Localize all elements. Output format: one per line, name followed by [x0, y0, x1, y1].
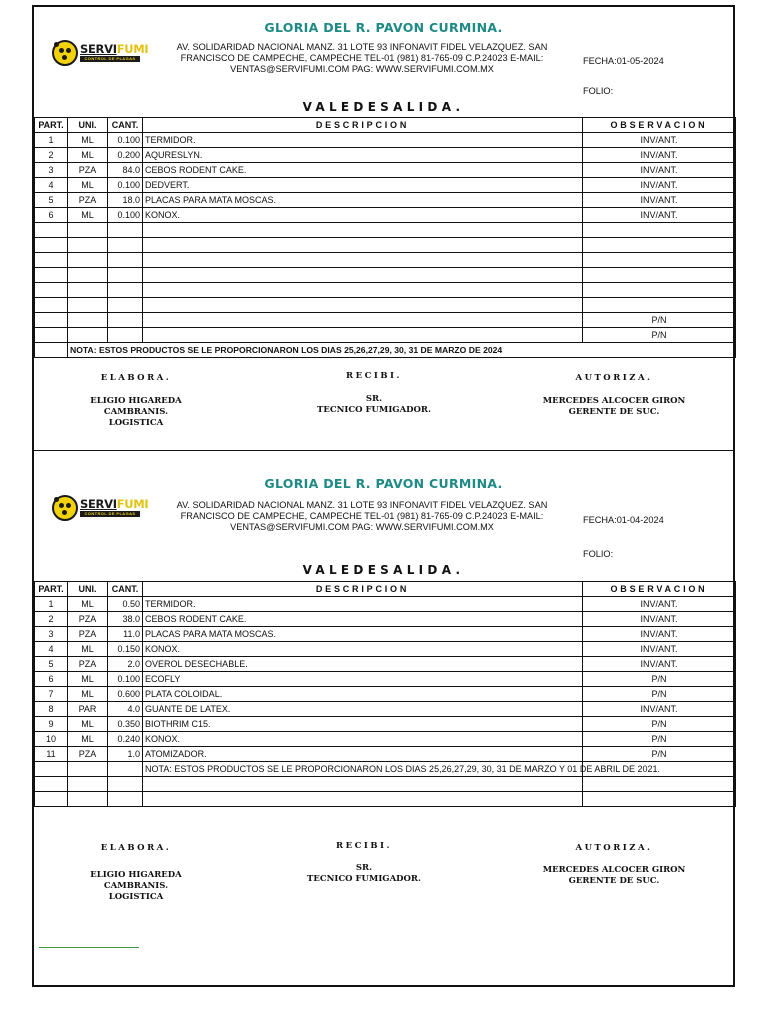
- nota-text: NOTA: ESTOS PRODUCTOS SE LE PROPORCIONARON LOS DIAS 25,26,27,29, 30, 31 DE MARZO Y 01 DE ABRIL DE 2021.: [143, 762, 583, 777]
- bee-logo-icon: [52, 40, 78, 66]
- folio-field: FOLIO:: [583, 86, 614, 96]
- table-row: 5 PZA 2.0 OVEROL DESECHABLE. INV/ANT.: [35, 657, 736, 672]
- table-row: 3 PZA 84.0 CEBOS RODENT CAKE. INV/ANT.: [35, 163, 736, 178]
- table-row: [35, 238, 736, 253]
- table-row: 4 ML 0.100 DEDVERT. INV/ANT.: [35, 178, 736, 193]
- table-row: [35, 792, 736, 807]
- company-address: AV. SOLIDARIDAD NACIONAL MANZ. 31 LOTE 93 INFONAVIT FIDEL VELAZQUEZ. SAN FRANCISCO DE CAMPECHE, CAMPECHE TEL-01 (981) 81-765-09 C.P.24023 E-MAIL: VENTAS@SERVIFUMI.COM PAG: WWW.SERVIFUMI.COM.MX: [176, 42, 548, 74]
- table-row: 5 PZA 18.0 PLACAS PARA MATA MOSCAS. INV/ANT.: [35, 193, 736, 208]
- table-row: 2 ML 0.200 AQURESLYN. INV/ANT.: [35, 148, 736, 163]
- document-title: VALEDESALIDA.: [302, 100, 465, 114]
- table-row: 2 PZA 38.0 CEBOS RODENT CAKE. INV/ANT.: [35, 612, 736, 627]
- table-header-row: [35, 582, 736, 597]
- folio-field: FOLIO:: [583, 549, 614, 559]
- table-row: 6 ML 0.100 KONOX. INV/ANT.: [35, 208, 736, 223]
- items-table: [34, 581, 736, 807]
- header-cant: CANT.: [108, 118, 143, 133]
- header-cant: CANT.: [108, 582, 143, 597]
- signature-recibi: RECIBI. SR. TECNICO FUMIGADOR.: [307, 841, 421, 884]
- table-row: 10 ML 0.240 KONOX. P/N: [35, 732, 736, 747]
- table-row: 8 PAR 4.0 GUANTE DE LATEX. INV/ANT.: [35, 702, 736, 717]
- header-part: PART.: [35, 118, 68, 133]
- bee-logo-icon: [52, 495, 78, 521]
- header-observacion: OBSERVACION: [583, 118, 736, 133]
- company-name: GLORIA DEL R. PAVON CURMINA.: [264, 476, 503, 491]
- document-title: VALEDESALIDA.: [302, 563, 465, 577]
- signature-autoriza: AUTORIZA. MERCEDES ALCOCER GIRON GERENTE DE SUC.: [542, 843, 686, 886]
- servifumi-logo: SERVIFUMI CONTROL DE PLAGAS: [52, 40, 147, 66]
- table-row: 1 ML 0.50 TERMIDOR. INV/ANT.: [35, 597, 736, 612]
- signature-recibi: RECIBI. SR. TECNICO FUMIGADOR.: [317, 371, 431, 415]
- header-uni: UNI.: [68, 582, 108, 597]
- document-page: [32, 5, 735, 987]
- table-row: 11 PZA 1.0 ATOMIZADOR. P/N: [35, 747, 736, 762]
- table-row: [35, 253, 736, 268]
- table-row: 7 ML 0.600 PLATA COLOIDAL. P/N: [35, 687, 736, 702]
- table-header-row: [35, 118, 736, 133]
- header-uni: UNI.: [68, 118, 108, 133]
- header-part: PART.: [35, 582, 68, 597]
- table-row: [35, 223, 736, 238]
- nota-row: [35, 343, 736, 358]
- table-row: 4 ML 0.150 KONOX. INV/ANT.: [35, 642, 736, 657]
- nota-text: NOTA: ESTOS PRODUCTOS SE LE PROPORCIONARON LOS DIAS 25,26,27,29, 30, 31 DE MARZO DE 2024: [68, 343, 736, 358]
- signature-line: [39, 947, 139, 948]
- table-row: 1 ML 0.100 TERMIDOR. INV/ANT.: [35, 133, 736, 148]
- voucher-2: [34, 450, 733, 985]
- servifumi-logo: SERVIFUMI CONTROL DE PLAGAS: [52, 495, 147, 521]
- table-row: 9 ML 0.350 BIOTHRIM C15. P/N: [35, 717, 736, 732]
- table-row: [35, 777, 736, 792]
- items-table: [34, 117, 736, 358]
- date-field: FECHA:01-05-2024: [583, 56, 664, 66]
- header-descripcion: DESCRIPCION: [143, 582, 583, 597]
- header-descripcion: DESCRIPCION: [143, 118, 583, 133]
- header-observacion: OBSERVACION: [583, 582, 736, 597]
- voucher-1: [34, 7, 733, 451]
- signature-autoriza: AUTORIZA. MERCEDES ALCOCER GIRON GERENTE DE SUC.: [542, 373, 686, 417]
- nota-row: [35, 762, 736, 777]
- table-row: [35, 268, 736, 283]
- date-field: FECHA:01-04-2024: [583, 515, 664, 525]
- signature-elabora: ELABORA. ELIGIO HIGAREDA CAMBRANIS. LOGISTICA: [90, 843, 182, 902]
- table-row: 6 ML 0.100 ECOFLY P/N: [35, 672, 736, 687]
- table-row: P/N: [35, 328, 736, 343]
- table-row: P/N: [35, 313, 736, 328]
- company-name: GLORIA DEL R. PAVON CURMINA.: [264, 20, 503, 35]
- company-address: AV. SOLIDARIDAD NACIONAL MANZ. 31 LOTE 93 INFONAVIT FIDEL VELAZQUEZ. SAN FRANCISCO DE CAMPECHE, CAMPECHE TEL-01 (981) 81-765-09 C.P.24023 E-MAIL: VENTAS@SERVIFUMI.COM PAG: WWW.SERVIFUMI.COM.MX: [176, 500, 548, 532]
- signature-elabora: ELABORA. ELIGIO HIGAREDA CAMBRANIS. LOGISTICA: [90, 373, 182, 428]
- table-row: 3 PZA 11.0 PLACAS PARA MATA MOSCAS. INV/ANT.: [35, 627, 736, 642]
- table-row: [35, 283, 736, 298]
- table-row: [35, 298, 736, 313]
